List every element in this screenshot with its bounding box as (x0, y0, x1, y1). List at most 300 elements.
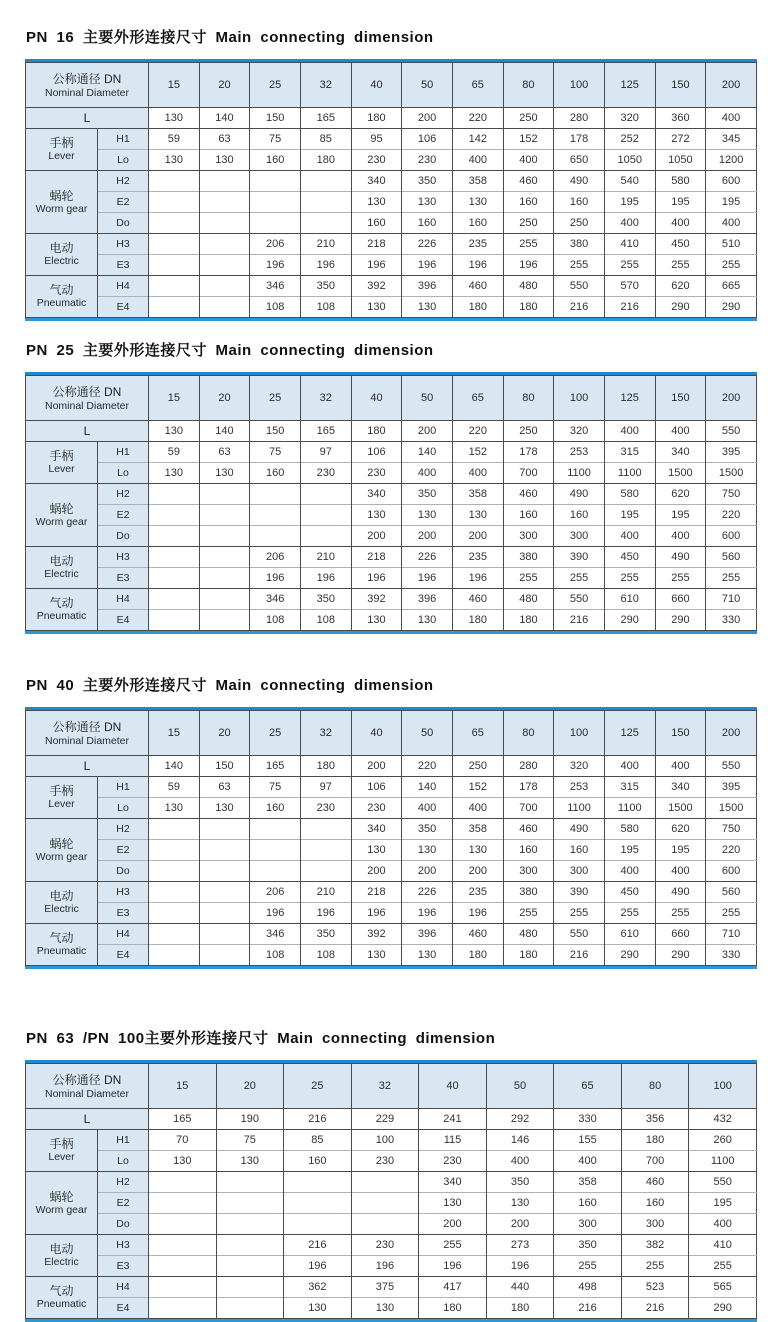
table-row-E3 (26, 568, 757, 589)
row-label-Do: Do (98, 526, 149, 547)
dim-value-cell: 400 (604, 421, 655, 442)
dim-value-cell (300, 819, 351, 840)
dn-column-header: 65 (452, 376, 503, 421)
dim-value-cell: 253 (554, 777, 605, 798)
table-row-L (26, 1109, 757, 1130)
row-label-H3: H3 (98, 234, 149, 255)
dim-value-cell (216, 1214, 284, 1235)
dim-value-cell: 130 (351, 297, 402, 318)
dim-value-cell: 140 (149, 756, 200, 777)
dim-value-cell: 218 (351, 547, 402, 568)
dim-value-cell: 160 (554, 192, 605, 213)
dim-value-cell: 490 (655, 882, 706, 903)
dim-value-cell: 460 (452, 589, 503, 610)
dim-value-cell: 130 (452, 505, 503, 526)
dim-value-cell (149, 589, 200, 610)
table-frame (25, 707, 757, 969)
dim-value-cell: 550 (554, 924, 605, 945)
nominal-diameter-zh: 公称通径 DN (52, 1072, 122, 1087)
table-row-E3 (26, 1256, 757, 1277)
dim-value-cell: 130 (351, 1298, 419, 1319)
group-label-en: Electric (44, 568, 79, 580)
dim-value-cell: 255 (706, 255, 757, 276)
dim-value-cell: 380 (554, 234, 605, 255)
row-label-L: L (26, 421, 149, 442)
dn-column-header: 80 (503, 63, 554, 108)
dim-value-cell: 432 (689, 1109, 757, 1130)
dim-value-cell: 130 (149, 421, 200, 442)
dim-value-cell: 290 (706, 297, 757, 318)
dim-value-cell: 250 (452, 756, 503, 777)
row-label-H2: H2 (98, 819, 149, 840)
nominal-diameter-zh: 公称通径 DN (52, 384, 122, 399)
dim-value-cell: 206 (250, 234, 301, 255)
dim-value-cell (199, 882, 250, 903)
dim-value-cell: 196 (250, 568, 301, 589)
table-header-row (26, 376, 757, 421)
dim-value-cell: 235 (452, 234, 503, 255)
dim-value-cell: 195 (689, 1193, 757, 1214)
dim-value-cell (250, 171, 301, 192)
dim-value-cell: 255 (604, 903, 655, 924)
dim-value-cell (149, 1277, 217, 1298)
dim-value-cell: 165 (300, 108, 351, 129)
dim-value-cell: 160 (452, 213, 503, 234)
table-header-row (26, 711, 757, 756)
dim-value-cell: 350 (402, 171, 453, 192)
dim-value-cell: 560 (706, 882, 757, 903)
dn-column-header: 65 (452, 63, 503, 108)
dim-value-cell: 229 (351, 1109, 419, 1130)
dim-value-cell: 196 (503, 255, 554, 276)
dim-value-cell (216, 1235, 284, 1256)
dim-value-cell: 152 (503, 129, 554, 150)
nominal-diameter-en: Nominal Diameter (44, 1087, 130, 1100)
group-label-lever (26, 442, 98, 484)
group-label-en: Electric (44, 255, 79, 267)
dim-value-cell: 250 (554, 213, 605, 234)
dim-value-cell: 216 (284, 1235, 352, 1256)
dim-value-cell: 255 (503, 234, 554, 255)
dim-value-cell: 400 (486, 1151, 554, 1172)
row-label-Do: Do (98, 213, 149, 234)
table-row-H3 (26, 547, 757, 568)
dim-value-cell: 540 (604, 171, 655, 192)
dim-value-cell: 550 (554, 276, 605, 297)
dim-value-cell: 1050 (655, 150, 706, 171)
dim-value-cell: 255 (503, 903, 554, 924)
dim-value-cell (149, 1235, 217, 1256)
group-label-zh: 电动 (49, 241, 74, 255)
table-row-Lo (26, 150, 757, 171)
dim-value-cell: 70 (149, 1130, 217, 1151)
dim-value-cell (149, 505, 200, 526)
dim-value-cell: 200 (351, 861, 402, 882)
dim-value-cell: 152 (452, 442, 503, 463)
dn-column-header: 20 (199, 711, 250, 756)
dim-value-cell: 290 (655, 610, 706, 631)
dim-value-cell: 97 (300, 442, 351, 463)
row-label-E3: E3 (98, 1256, 149, 1277)
table-row-E3 (26, 903, 757, 924)
dn-column-header: 125 (604, 711, 655, 756)
table-row-L (26, 421, 757, 442)
dn-column-header: 125 (604, 376, 655, 421)
dim-value-cell: 59 (149, 777, 200, 798)
dim-value-cell: 196 (486, 1256, 554, 1277)
dn-column-header: 100 (554, 711, 605, 756)
dn-column-header: 65 (554, 1064, 622, 1109)
dim-value-cell: 290 (604, 945, 655, 966)
dim-value-cell: 315 (604, 442, 655, 463)
group-label-zh: 蜗轮 (49, 188, 74, 203)
dim-value-cell (250, 861, 301, 882)
dim-value-cell: 400 (655, 421, 706, 442)
dim-value-cell: 226 (402, 234, 453, 255)
dim-value-cell (300, 192, 351, 213)
group-label-en: Pneumatic (36, 297, 87, 309)
dim-value-cell (199, 861, 250, 882)
dim-value-cell: 350 (300, 589, 351, 610)
table-row-H2 (26, 1172, 757, 1193)
dim-value-cell: 146 (486, 1130, 554, 1151)
table-row-H1 (26, 1130, 757, 1151)
dim-value-cell (149, 171, 200, 192)
dim-value-cell: 200 (402, 861, 453, 882)
dim-value-cell: 392 (351, 276, 402, 297)
dim-value-cell: 400 (706, 213, 757, 234)
dim-value-cell (199, 213, 250, 234)
dim-value-cell (149, 861, 200, 882)
table-row-Do (26, 1214, 757, 1235)
table-header-row (26, 1064, 757, 1109)
dim-value-cell: 196 (351, 255, 402, 276)
dim-value-cell: 700 (621, 1151, 689, 1172)
dim-value-cell: 375 (351, 1277, 419, 1298)
dim-value-cell: 230 (351, 798, 402, 819)
dim-value-cell: 490 (554, 484, 605, 505)
dim-value-cell: 230 (351, 1235, 419, 1256)
dim-value-cell: 160 (250, 798, 301, 819)
dim-value-cell: 290 (689, 1298, 757, 1319)
dim-value-cell (216, 1298, 284, 1319)
dim-value-cell: 580 (604, 484, 655, 505)
group-label-en: Pneumatic (36, 945, 87, 957)
group-label-zh: 电动 (49, 554, 74, 568)
dim-value-cell: 200 (402, 526, 453, 547)
row-label-L: L (26, 108, 149, 129)
dim-value-cell: 460 (503, 171, 554, 192)
table-frame (25, 1060, 757, 1322)
dim-value-cell (199, 505, 250, 526)
group-label-zh: 气动 (49, 1284, 74, 1298)
dim-value-cell: 235 (452, 547, 503, 568)
dim-value-cell: 346 (250, 924, 301, 945)
table-row-E4 (26, 945, 757, 966)
table-row-H2 (26, 171, 757, 192)
dim-value-cell: 196 (402, 255, 453, 276)
dim-value-cell: 210 (300, 882, 351, 903)
dim-value-cell (149, 1298, 217, 1319)
dim-value-cell: 195 (706, 192, 757, 213)
dim-value-cell: 700 (503, 798, 554, 819)
table-row-H1 (26, 777, 757, 798)
dim-value-cell: 400 (554, 1151, 622, 1172)
dim-value-cell: 210 (300, 234, 351, 255)
dim-value-cell (250, 840, 301, 861)
table-row-E4 (26, 610, 757, 631)
row-label-Lo: Lo (98, 798, 149, 819)
dim-value-cell: 200 (351, 526, 402, 547)
dim-value-cell: 216 (621, 1298, 689, 1319)
dim-value-cell: 346 (250, 589, 301, 610)
dim-value-cell: 460 (452, 924, 503, 945)
dim-value-cell (351, 1193, 419, 1214)
dn-column-header: 32 (300, 376, 351, 421)
dim-value-cell: 196 (402, 568, 453, 589)
dim-value-cell: 395 (706, 777, 757, 798)
dim-value-cell: 85 (284, 1130, 352, 1151)
dim-value-cell: 255 (689, 1256, 757, 1277)
dim-value-cell: 190 (216, 1109, 284, 1130)
dim-value-cell: 410 (604, 234, 655, 255)
dim-value-cell: 130 (149, 108, 200, 129)
dim-value-cell: 180 (351, 421, 402, 442)
dim-value-cell: 320 (554, 421, 605, 442)
dim-value-cell: 580 (655, 171, 706, 192)
dim-value-cell: 710 (706, 589, 757, 610)
group-label-en: Electric (44, 903, 79, 915)
group-label-en: Lever (48, 463, 75, 475)
dim-value-cell: 300 (554, 1214, 622, 1235)
dim-value-cell: 206 (250, 547, 301, 568)
dim-value-cell: 480 (503, 924, 554, 945)
dim-value-cell: 382 (621, 1235, 689, 1256)
dim-value-cell: 195 (604, 840, 655, 861)
dim-value-cell: 380 (503, 547, 554, 568)
dim-value-cell: 480 (503, 276, 554, 297)
dim-value-cell: 230 (351, 463, 402, 484)
dim-value-cell: 130 (284, 1298, 352, 1319)
dn-column-header: 150 (655, 376, 706, 421)
dim-value-cell: 340 (655, 777, 706, 798)
group-label-zh: 蜗轮 (49, 836, 74, 851)
dn-column-header: 25 (250, 63, 301, 108)
dim-value-cell: 395 (706, 442, 757, 463)
dim-value-cell: 460 (452, 276, 503, 297)
nominal-diameter-header (26, 63, 149, 108)
dim-value-cell: 180 (300, 756, 351, 777)
dim-value-cell (199, 484, 250, 505)
dim-value-cell: 490 (554, 819, 605, 840)
dim-value-cell: 400 (402, 798, 453, 819)
dim-value-cell: 346 (250, 276, 301, 297)
dim-value-cell: 196 (452, 568, 503, 589)
dim-value-cell: 196 (351, 903, 402, 924)
dim-value-cell: 380 (503, 882, 554, 903)
dim-value-cell: 180 (351, 108, 402, 129)
dim-value-cell: 130 (216, 1151, 284, 1172)
dim-value-cell (149, 882, 200, 903)
row-label-H2: H2 (98, 1172, 149, 1193)
dim-value-cell: 180 (486, 1298, 554, 1319)
nominal-diameter-header (26, 711, 149, 756)
dim-value-cell: 260 (689, 1130, 757, 1151)
dimension-table-pn40 (25, 710, 757, 966)
row-label-H1: H1 (98, 442, 149, 463)
dim-value-cell (149, 276, 200, 297)
dim-value-cell: 160 (554, 505, 605, 526)
dim-value-cell (300, 484, 351, 505)
dim-value-cell: 130 (452, 840, 503, 861)
row-label-Lo: Lo (98, 463, 149, 484)
dim-value-cell: 396 (402, 589, 453, 610)
row-label-H1: H1 (98, 129, 149, 150)
dim-value-cell: 320 (604, 108, 655, 129)
dim-value-cell (149, 903, 200, 924)
dim-value-cell: 180 (503, 297, 554, 318)
dim-value-cell: 480 (503, 589, 554, 610)
dim-value-cell: 200 (402, 421, 453, 442)
dim-value-cell: 216 (604, 297, 655, 318)
dim-value-cell: 280 (554, 108, 605, 129)
table-row-H2 (26, 484, 757, 505)
group-label-lever (26, 777, 98, 819)
dimension-table-pn63-pn100 (25, 1063, 757, 1319)
dim-value-cell (149, 924, 200, 945)
dim-value-cell: 330 (706, 945, 757, 966)
dim-value-cell: 360 (655, 108, 706, 129)
dim-value-cell (250, 819, 301, 840)
table-row-H3 (26, 234, 757, 255)
dim-value-cell: 1100 (554, 463, 605, 484)
dim-value-cell: 300 (554, 861, 605, 882)
dim-value-cell (149, 1193, 217, 1214)
group-label-electric (26, 547, 98, 589)
dim-value-cell: 392 (351, 924, 402, 945)
dim-value-cell: 400 (655, 526, 706, 547)
dim-value-cell: 200 (419, 1214, 487, 1235)
dim-value-cell: 180 (419, 1298, 487, 1319)
dim-value-cell: 710 (706, 924, 757, 945)
table-row-E4 (26, 297, 757, 318)
table-row-H3 (26, 882, 757, 903)
dim-value-cell: 400 (604, 213, 655, 234)
table-row-H1 (26, 129, 757, 150)
group-label-zh: 气动 (49, 931, 74, 945)
dim-value-cell: 95 (351, 129, 402, 150)
dim-value-cell: 130 (351, 192, 402, 213)
dim-value-cell: 400 (604, 861, 655, 882)
dim-value-cell: 610 (604, 924, 655, 945)
dim-value-cell (149, 1214, 217, 1235)
dim-value-cell (216, 1256, 284, 1277)
dim-value-cell: 97 (300, 777, 351, 798)
dim-value-cell: 106 (351, 442, 402, 463)
dim-value-cell: 330 (554, 1109, 622, 1130)
dim-value-cell: 550 (706, 421, 757, 442)
dim-value-cell: 130 (199, 798, 250, 819)
dim-value-cell: 210 (300, 547, 351, 568)
dim-value-cell: 1500 (655, 463, 706, 484)
dim-value-cell: 1100 (554, 798, 605, 819)
dim-value-cell: 150 (250, 421, 301, 442)
dim-value-cell: 290 (604, 610, 655, 631)
table-title-pn40: PN 40 主要外形连接尺寸 Main connecting dimension (26, 677, 434, 694)
dim-value-cell: 340 (419, 1172, 487, 1193)
dim-value-cell: 255 (604, 568, 655, 589)
dn-column-header: 32 (300, 63, 351, 108)
dim-value-cell: 230 (351, 1151, 419, 1172)
dim-value-cell: 450 (604, 882, 655, 903)
dim-value-cell: 358 (452, 171, 503, 192)
dim-value-cell (300, 171, 351, 192)
dim-value-cell: 390 (554, 882, 605, 903)
dim-value-cell: 362 (284, 1277, 352, 1298)
table-title-pn63-pn100: PN 63 /PN 100主要外形连接尺寸 Main connecting dimension (26, 1030, 496, 1047)
dimension-table-pn25 (25, 375, 757, 631)
dim-value-cell: 216 (284, 1109, 352, 1130)
dim-value-cell (284, 1214, 352, 1235)
dim-value-cell: 350 (486, 1172, 554, 1193)
dim-value-cell: 400 (452, 798, 503, 819)
table-row-Lo (26, 798, 757, 819)
dim-value-cell (199, 819, 250, 840)
dim-value-cell: 108 (250, 945, 301, 966)
dn-column-header: 50 (402, 711, 453, 756)
dim-value-cell (149, 297, 200, 318)
nominal-diameter-header (26, 1064, 149, 1109)
dim-value-cell: 560 (706, 547, 757, 568)
dim-value-cell: 200 (351, 756, 402, 777)
row-label-H3: H3 (98, 547, 149, 568)
row-label-E4: E4 (98, 945, 149, 966)
dim-value-cell: 130 (149, 150, 200, 171)
dim-value-cell: 180 (452, 610, 503, 631)
dim-value-cell: 1100 (604, 463, 655, 484)
dim-value-cell: 400 (452, 463, 503, 484)
dim-value-cell (300, 505, 351, 526)
dim-value-cell: 155 (554, 1130, 622, 1151)
dim-value-cell: 130 (402, 945, 453, 966)
group-label-worm-gear (26, 1172, 98, 1235)
dim-value-cell: 392 (351, 589, 402, 610)
dim-value-cell: 600 (706, 171, 757, 192)
dim-value-cell: 255 (503, 568, 554, 589)
row-label-Do: Do (98, 1214, 149, 1235)
dn-column-header: 100 (554, 376, 605, 421)
dim-value-cell: 160 (250, 463, 301, 484)
dim-value-cell: 230 (419, 1151, 487, 1172)
dim-value-cell: 253 (554, 442, 605, 463)
dim-value-cell: 400 (706, 108, 757, 129)
dim-value-cell (199, 234, 250, 255)
dim-value-cell (149, 255, 200, 276)
dim-value-cell: 230 (351, 150, 402, 171)
dn-column-header: 50 (402, 376, 453, 421)
dim-value-cell: 195 (655, 505, 706, 526)
nominal-diameter-en: Nominal Diameter (44, 86, 130, 99)
dim-value-cell: 100 (351, 1130, 419, 1151)
group-label-en: Worm gear (35, 1203, 88, 1216)
dn-column-header: 32 (300, 711, 351, 756)
dim-value-cell: 75 (216, 1130, 284, 1151)
dim-value-cell: 665 (706, 276, 757, 297)
dim-value-cell: 130 (351, 505, 402, 526)
dim-value-cell: 152 (452, 777, 503, 798)
dim-value-cell: 255 (655, 255, 706, 276)
section-pn16 (25, 30, 755, 321)
